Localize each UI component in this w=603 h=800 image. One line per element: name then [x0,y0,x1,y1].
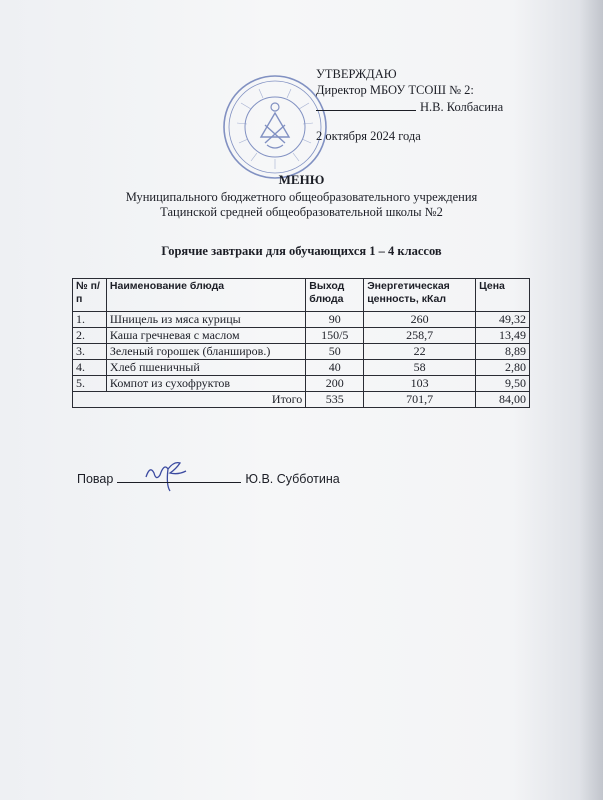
total-energy: 701,7 [364,392,476,408]
menu-subtitle: Горячие завтраки для обучающихся 1 – 4 классов [161,244,442,258]
approval-signature-line [316,98,576,115]
dish-yield: 150/5 [306,328,364,344]
dish-energy: 260 [364,312,476,328]
row-number: 5. [73,376,107,392]
dish-price: 49,32 [476,312,530,328]
table-row [73,376,530,392]
dish-name: Шницель из мяса курицы [106,312,305,328]
header-dish-name: Наименование блюда [106,279,305,312]
row-number: 4. [73,360,107,376]
school-seal-icon [221,73,329,181]
header-yield: Выход блюда [306,279,364,312]
table-row [73,328,530,344]
approval-title: УТВЕРЖДАЮ [316,67,397,81]
menu-table [72,278,530,408]
header-price: Цена [476,279,530,312]
dish-energy: 58 [364,360,476,376]
dish-name: Хлеб пшеничный [106,360,305,376]
organization-line-2: Тацинской средней общеобразовательной школы №2 [160,205,443,219]
row-number: 1. [73,312,107,328]
cook-name: Ю.В. Субботина [245,472,340,486]
dish-energy: 22 [364,344,476,360]
dish-price: 13,49 [476,328,530,344]
table-total-row [73,392,530,408]
row-number: 2. [73,328,107,344]
dish-name: Каша гречневая с маслом [106,328,305,344]
row-number: 3. [73,344,107,360]
cook-line [77,472,340,486]
dish-yield: 40 [306,360,364,376]
table-row [73,360,530,376]
page-title: МЕНЮ [278,172,325,187]
dish-energy: 103 [364,376,476,392]
table-header-row [73,279,530,312]
approval-block [316,66,576,144]
approval-date: 2 октября 2024 года [316,129,421,143]
table-row [73,312,530,328]
header-energy: Энергетическая ценность, кКал [364,279,476,312]
dish-energy: 258,7 [364,328,476,344]
dish-name: Компот из сухофруктов [106,376,305,392]
header-number: № п/п [73,279,107,312]
total-label: Итого [73,392,306,408]
dish-yield: 200 [306,376,364,392]
dish-yield: 50 [306,344,364,360]
cook-label: Повар [77,472,114,486]
dish-price: 8,89 [476,344,530,360]
table-row [73,344,530,360]
approval-name: Н.В. Колбасина [420,100,504,114]
dish-name: Зеленый горошек (бланширов.) [106,344,305,360]
approval-position: Директор МБОУ ТСОШ № 2: [316,83,474,97]
dish-price: 9,50 [476,376,530,392]
total-price: 84,00 [476,392,530,408]
cook-signature-underline [117,472,241,483]
organization-line-1: Муниципального бюджетного общеобразовательного учреждения [125,190,478,204]
dish-yield: 90 [306,312,364,328]
total-yield: 535 [306,392,364,408]
signature-underline [316,98,416,111]
dish-price: 2,80 [476,360,530,376]
